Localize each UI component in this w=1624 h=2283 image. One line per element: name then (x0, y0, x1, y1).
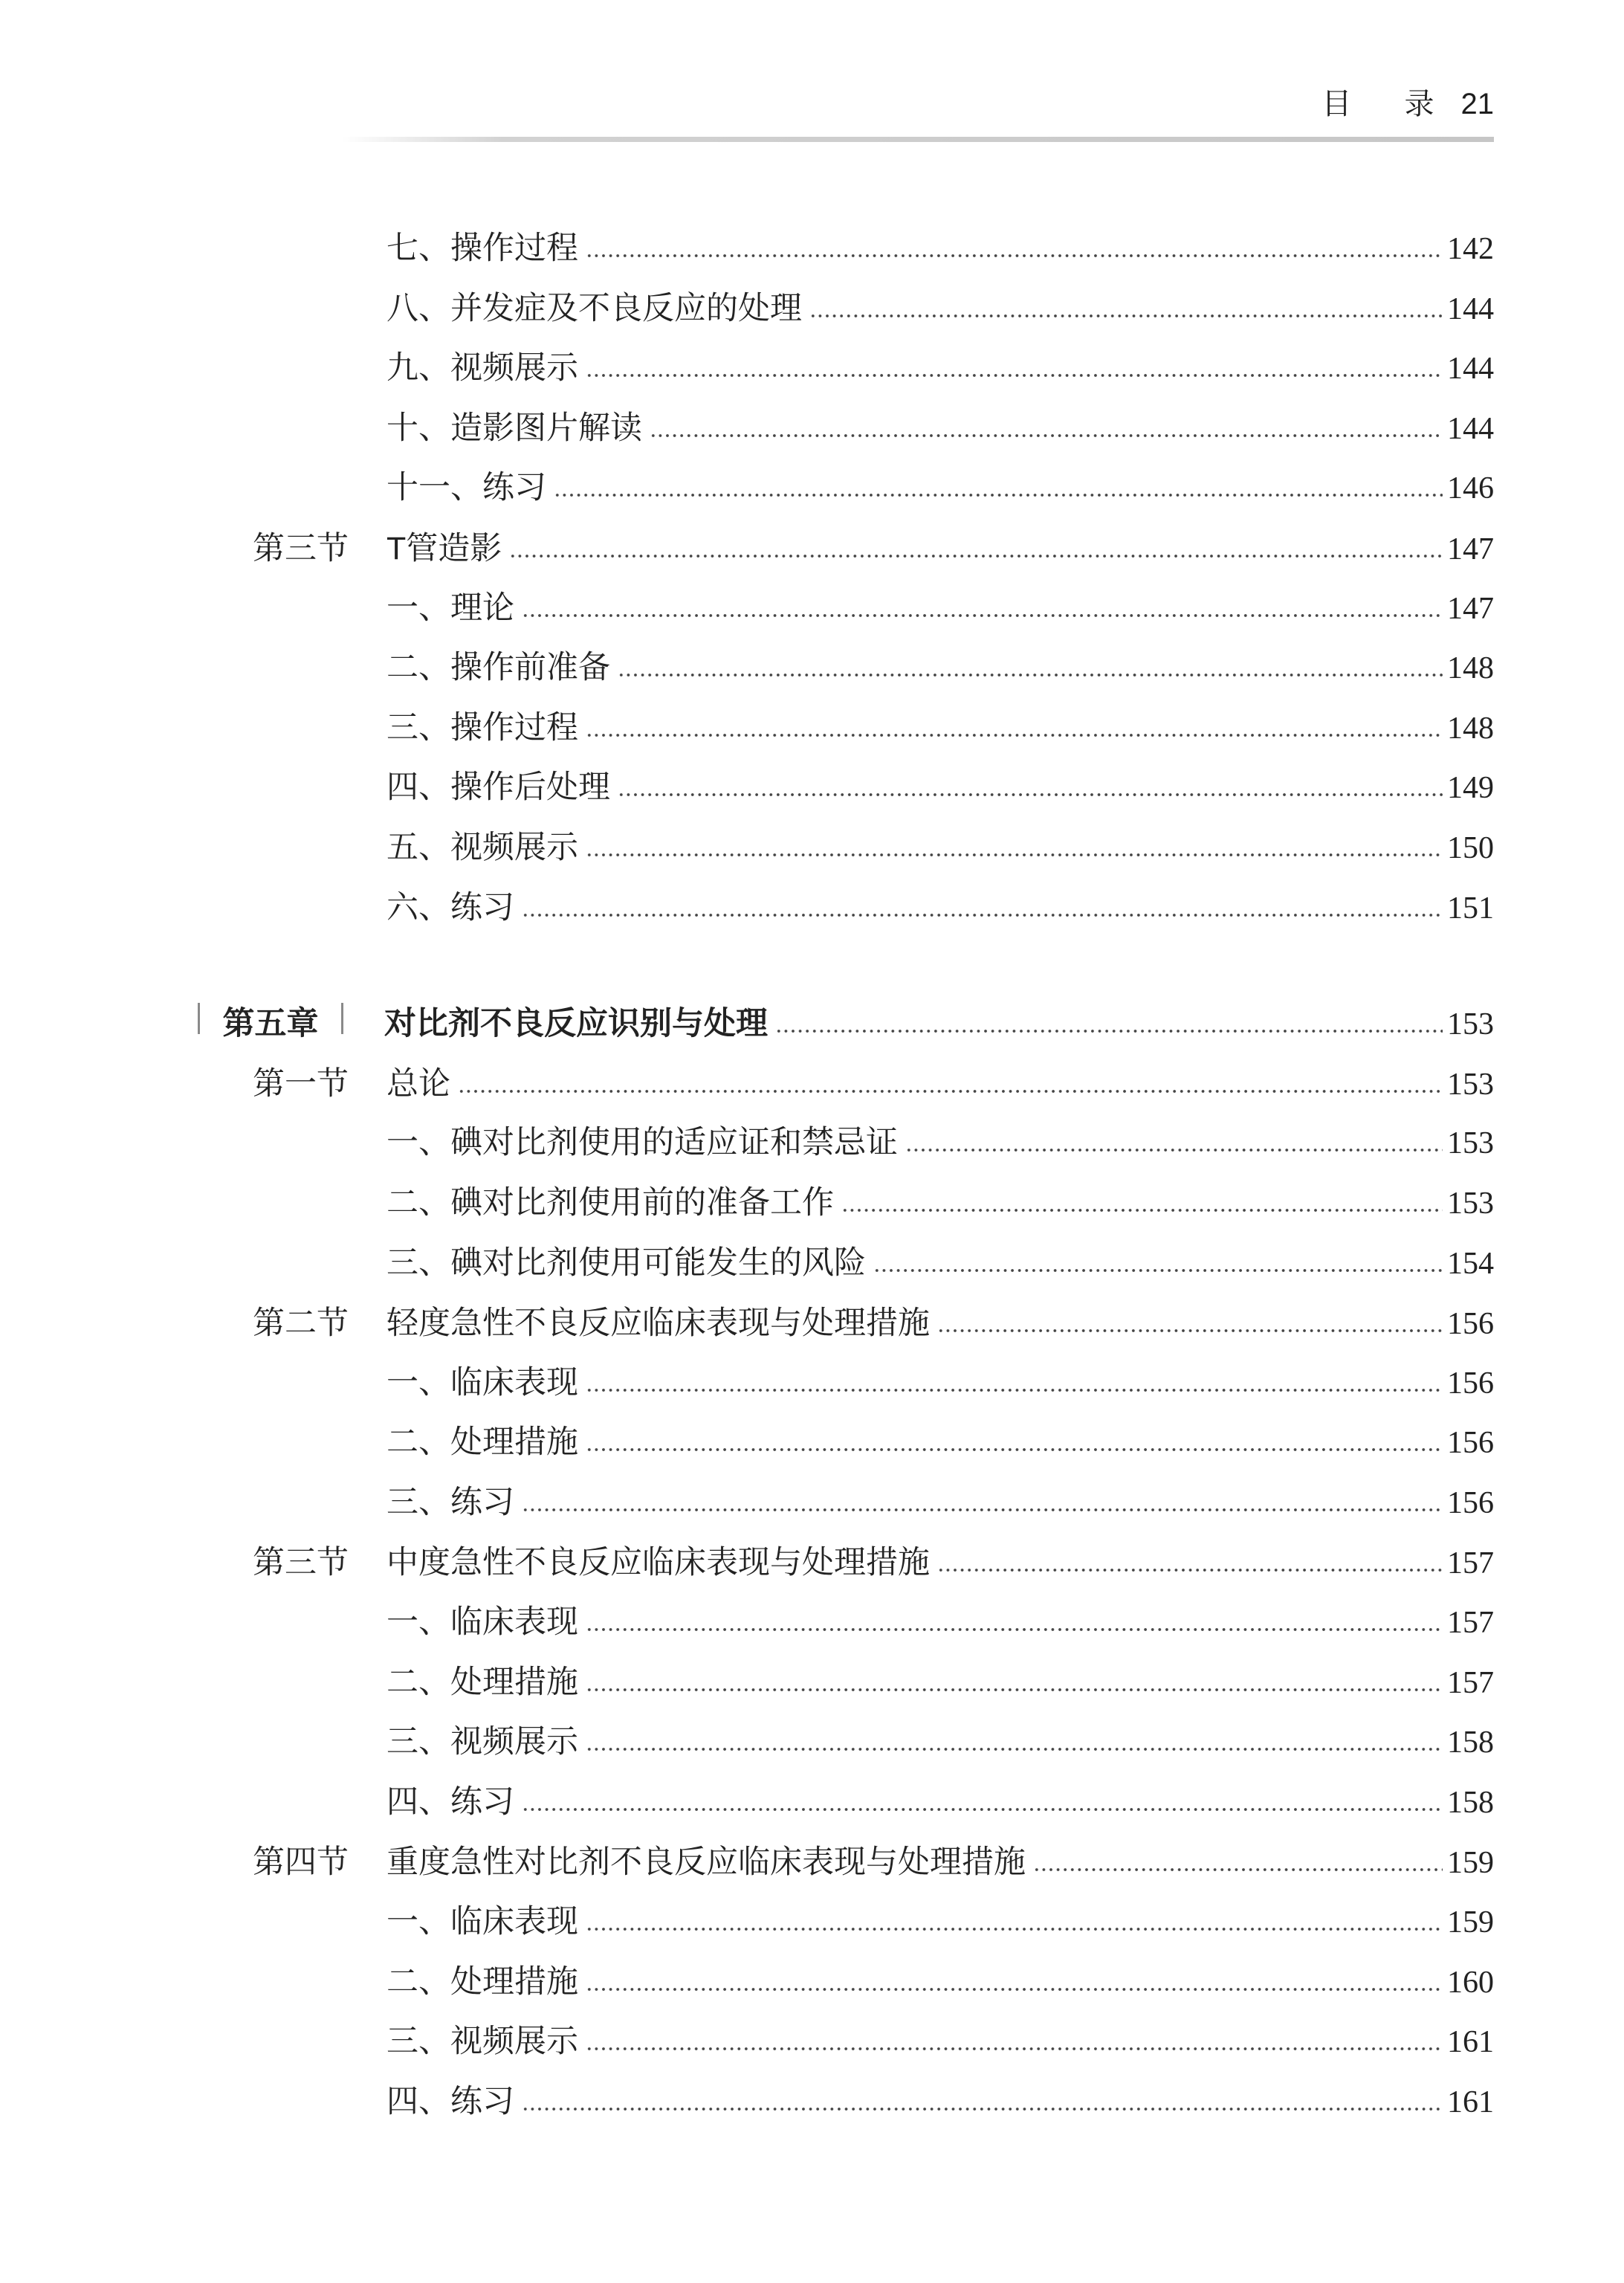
item-title: 一、临床表现 (386, 1365, 578, 1401)
dot-leader (586, 1447, 1443, 1453)
page-number: 159 (1447, 1846, 1494, 1881)
page-number: 144 (1447, 291, 1494, 326)
dot-leader (586, 1986, 1443, 1992)
toc-item-row (0, 758, 1494, 818)
item-title: 一、理论 (386, 590, 514, 626)
page-number: 158 (1447, 1785, 1494, 1820)
page-number: 156 (1447, 1426, 1494, 1461)
item-title: 一、临床表现 (386, 1605, 578, 1641)
dot-leader (586, 1687, 1443, 1693)
item-title: 三、操作过程 (386, 710, 578, 746)
page-number: 146 (1447, 471, 1494, 506)
toc-item-row (0, 1354, 1494, 1414)
page-number: 151 (1447, 891, 1494, 926)
item-title: 八、并发症及不良反应的处理 (386, 291, 802, 326)
toc-item-row (0, 1653, 1494, 1714)
dot-leader (650, 433, 1443, 439)
toc-item-row (0, 818, 1494, 879)
dot-leader (873, 1268, 1443, 1273)
item-title: 二、碘对比剂使用前的准备工作 (386, 1185, 834, 1221)
toc-item-row (0, 1893, 1494, 1953)
toc-item-row (0, 219, 1494, 280)
toc-item-row (0, 459, 1494, 519)
item-title: 九、视频展示 (386, 351, 578, 387)
dot-leader (618, 672, 1443, 678)
section-number: 第三节 (253, 530, 349, 566)
toc-item-row (0, 1473, 1494, 1534)
toc-item-row (0, 2012, 1494, 2073)
item-title: 一、碘对比剂使用的适应证和禁忌证 (386, 1126, 898, 1161)
table-of-contents (0, 219, 1494, 2132)
page-number: 157 (1447, 1546, 1494, 1581)
toc-item-row (0, 1713, 1494, 1773)
toc-section-row (0, 1832, 1494, 1893)
item-title: 三、视频展示 (386, 2024, 578, 2060)
toc-section-row (0, 1054, 1494, 1114)
item-title: 三、碘对比剂使用可能发生的风险 (386, 1245, 866, 1281)
toc-item-row (0, 1953, 1494, 2013)
item-title: 二、处理措施 (386, 1964, 578, 2000)
page-number: 153 (1447, 1007, 1494, 1042)
chapter-divider-right (341, 1003, 343, 1034)
item-title: 二、处理措施 (386, 1425, 578, 1461)
item-title: 五、视频展示 (386, 830, 578, 865)
page-number: 144 (1447, 352, 1494, 387)
toc-item-row (0, 879, 1494, 939)
section-title: 中度急性不良反应临床表现与处理措施 (386, 1545, 930, 1581)
item-title: 四、操作后处理 (386, 770, 610, 806)
dot-leader (809, 313, 1443, 319)
page-number: 160 (1447, 1965, 1494, 2000)
item-title: 四、练习 (386, 1784, 514, 1820)
toc-item-row (0, 280, 1494, 340)
page-number: 147 (1447, 591, 1494, 626)
toc-section-row (0, 1294, 1494, 1354)
dot-leader (522, 912, 1443, 918)
section-title: 重度急性对比剂不良反应临床表现与处理措施 (386, 1844, 1026, 1881)
toc-item-row (0, 399, 1494, 459)
page-number: 142 (1447, 232, 1494, 266)
item-title: 二、操作前准备 (386, 650, 610, 686)
page-number: 150 (1447, 830, 1494, 865)
running-header (1321, 83, 1494, 125)
page-number: 157 (1447, 1665, 1494, 1700)
running-header-title: 目 录 (1321, 88, 1434, 120)
item-title: 十、造影图片解读 (386, 410, 642, 446)
dot-leader (841, 1207, 1443, 1213)
toc-item-row (0, 1593, 1494, 1653)
toc-item-row (0, 2073, 1494, 2133)
toc-item-row (0, 579, 1494, 639)
dot-leader (586, 253, 1443, 259)
dot-leader (522, 1507, 1443, 1513)
running-header-page-number: 21 (1460, 88, 1494, 120)
dot-leader (937, 1328, 1443, 1334)
page-number: 148 (1447, 651, 1494, 686)
page-number: 161 (1447, 2085, 1494, 2119)
toc-item-row (0, 1773, 1494, 1833)
item-title: 二、处理措施 (386, 1664, 578, 1700)
dot-leader (905, 1147, 1443, 1153)
dot-leader (522, 613, 1443, 619)
dot-leader (458, 1088, 1443, 1094)
page-number: 153 (1447, 1126, 1494, 1161)
toc-section-row (0, 519, 1494, 579)
toc-section-row (0, 1533, 1494, 1593)
page-number: 158 (1447, 1725, 1494, 1760)
dot-leader (554, 492, 1443, 498)
section-title: T管造影 (386, 530, 502, 566)
dot-leader (586, 1746, 1443, 1752)
dot-leader (586, 1627, 1443, 1633)
page-number: 149 (1447, 771, 1494, 806)
chapter-title: 对比剂不良反应识别与处理 (384, 1006, 768, 1042)
toc-item-row (0, 639, 1494, 699)
item-title: 四、练习 (386, 2084, 514, 2119)
section-number: 第三节 (253, 1545, 349, 1581)
header-divider (342, 137, 1494, 142)
dot-leader (586, 1926, 1443, 1932)
item-title: 六、练习 (386, 890, 514, 926)
page-number: 156 (1447, 1485, 1494, 1520)
page-number: 157 (1447, 1606, 1494, 1641)
page-number: 144 (1447, 411, 1494, 446)
item-title: 十一、练习 (386, 471, 546, 506)
dot-leader (522, 2106, 1443, 2112)
dot-leader (586, 732, 1443, 738)
item-title: 三、练习 (386, 1485, 514, 1520)
dot-leader (775, 1028, 1443, 1034)
item-title: 一、临床表现 (386, 1905, 578, 1940)
page-number: 154 (1447, 1246, 1494, 1281)
item-title: 三、视频展示 (386, 1725, 578, 1760)
dot-leader (586, 852, 1443, 858)
page-number: 153 (1447, 1067, 1494, 1102)
page-number: 161 (1447, 2025, 1494, 2060)
section-number: 第一节 (253, 1065, 349, 1102)
page-number: 148 (1447, 711, 1494, 746)
dot-leader (586, 2046, 1443, 2052)
page-number: 153 (1447, 1186, 1494, 1221)
dot-leader (937, 1567, 1443, 1573)
item-title: 七、操作过程 (386, 231, 578, 266)
dot-leader (586, 1387, 1443, 1393)
dot-leader (1033, 1867, 1443, 1873)
toc-item-row (0, 1114, 1494, 1174)
toc-chapter-row (0, 994, 1494, 1054)
page-number: 159 (1447, 1905, 1494, 1940)
section-title: 总论 (386, 1065, 450, 1102)
toc-item-row (0, 699, 1494, 759)
page-number: 156 (1447, 1307, 1494, 1342)
section-title: 轻度急性不良反应临床表现与处理措施 (386, 1305, 930, 1342)
toc-item-row (0, 1234, 1494, 1294)
dot-leader (509, 553, 1443, 559)
dot-leader (522, 1806, 1443, 1812)
dot-leader (586, 372, 1443, 378)
dot-leader (618, 792, 1443, 798)
toc-item-row (0, 1413, 1494, 1473)
page-number: 156 (1447, 1366, 1494, 1401)
page-number: 147 (1447, 532, 1494, 566)
section-number: 第二节 (253, 1305, 349, 1342)
toc-item-row (0, 1174, 1494, 1234)
toc-item-row (0, 339, 1494, 399)
section-number: 第四节 (253, 1844, 349, 1881)
chapter-number: 第五章 (222, 1006, 319, 1042)
